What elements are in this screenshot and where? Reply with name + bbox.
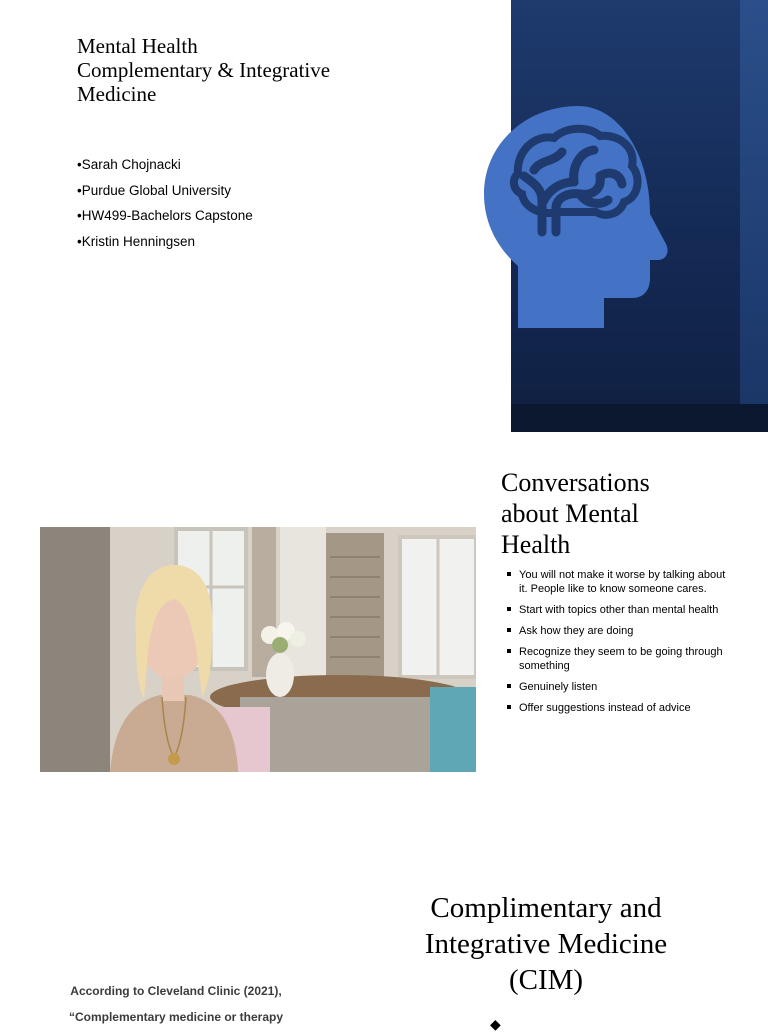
panel-base [511, 404, 768, 432]
slide1-bullet: •Sarah Chojnacki [77, 157, 181, 172]
slide1-title [77, 34, 417, 106]
video-frame-image [40, 527, 476, 772]
slide1-title-line: Complementary & Integrative [77, 58, 331, 82]
slide2-title [501, 467, 741, 560]
slide2-bullet-list [507, 568, 732, 722]
bullet-square-icon [507, 628, 511, 632]
slide2-bullet [507, 603, 732, 617]
slide3-title [398, 890, 694, 998]
slide2-bullet [507, 701, 732, 715]
slide2-bullet-text: Ask how they are doing [519, 625, 634, 637]
head-brain-icon [482, 104, 674, 330]
bullet-square-icon [507, 684, 511, 688]
slide2-bullet [507, 568, 732, 596]
slide2-bullet-text: Start with topics other than mental health [519, 604, 719, 616]
slide2-bullet [507, 624, 732, 638]
bullet-square-icon [507, 572, 511, 576]
video-thumbnail[interactable] [40, 527, 476, 772]
slide2-title-line: Health [501, 530, 571, 559]
bullet-square-icon [507, 607, 511, 611]
slide3-title-line: Complimentary and [430, 892, 662, 924]
slide1-bullet: •Kristin Henningsen [77, 233, 196, 249]
slide2-bullet-text: Genuinely listen [519, 681, 598, 693]
slide1-bullet: •HW499-Bachelors Capstone [77, 208, 253, 223]
cleveland-clinic-quote [40, 978, 312, 1030]
slide2-title-line: about Mental [501, 499, 639, 528]
slide2-bullet [507, 645, 732, 673]
slide2-bullet [507, 680, 732, 694]
slide2-bullet-text: You will not make it worse by talking about it. People like to know someone cares. [519, 569, 726, 595]
slide2-bullet-text: Recognize they seem to be going through something [519, 646, 723, 672]
diamond-bullet-icon: ◆ [490, 1016, 501, 1032]
slide1-bullet: •Purdue Global University [77, 182, 232, 198]
slide1-title-line: Medicine [77, 82, 157, 106]
slide1-title-line: Mental Health [77, 34, 198, 58]
slide2-title-line: Conversations [501, 468, 650, 497]
slide2-bullet-text: Offer suggestions instead of advice [519, 702, 691, 714]
quote-line: According to Cleveland Clinic (2021), [70, 984, 282, 998]
bullet-square-icon [507, 705, 511, 709]
slide3-title-line: (CIM) [508, 964, 584, 996]
slide3-title-line: Integrative Medicine [424, 928, 668, 960]
bullet-square-icon [507, 649, 511, 653]
quote-line: “Complementary medicine or therapy [68, 1010, 284, 1024]
slide1-bullet-list [77, 152, 253, 254]
panel-stripe [740, 0, 768, 432]
